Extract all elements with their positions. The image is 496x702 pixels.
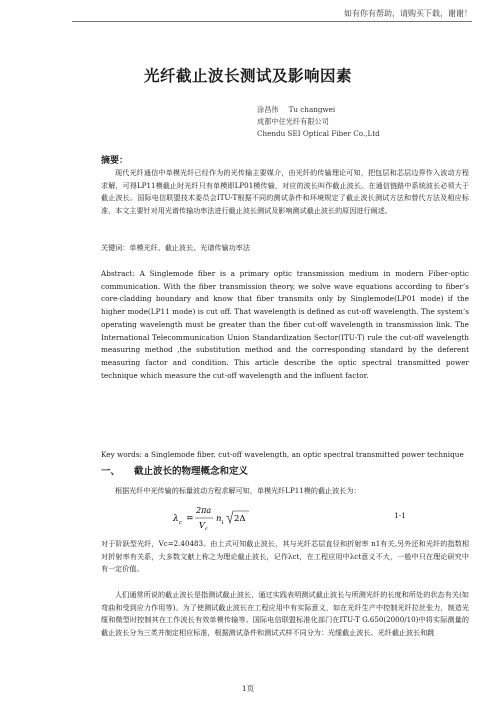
header-note: 如有你有帮助，请购买下载，谢谢！ (344, 9, 472, 18)
author-org-en: Chendu SEI Optical Fiber Co.,Ltd (257, 129, 380, 139)
abstract-en-paragraph: Abstract: A Singlemode fiber is a primary optic transmission medium in modern Fiber-optic communication. With the fiber transmission theory, we solve wave equations according to fiber’s core-cladding boundary and know that fiber transmits only by Singlemode(LP01 mode) if the higher mode(LP11 mode) is cut off. That wavelength is defined as cut-off wavelength. The system’s operating wavelength must be greater than the fiber cut-off wavelength in transmission link. The International Telecommunication Union Standardization Sector(ITU-T) rule the cut-off wavelength measuring method ,the substitution method and the corresponding standard by the deferent measuring factor and condition. This article describe the optic spectral transmitted power technique which measure the cut-off wavelength and the influent factor. (101, 269, 469, 380)
section-paragraph-measured-cutoff: 人们通常所说的截止波长是指测试截止波长，通过实践表明测试截止波长与所测光纤的长度和所处的状态有关(如弯曲和受到应力作用等)。为了使测试截止波长在工程应用中有实际意义，如在光纤生产中控制光纤拉丝张力，制造光缆和微型时控制其在工作波长有效单模传输等。国际电信联盟标准化部门在ITU-T G.650(2000/10)中将实际测量的截止波长分为三类并制定相应标准，根据测试条件和测试式样不同分为：光缆截止波长、光纤截止波长和跳 (101, 590, 469, 638)
equation-number: 1-1 (394, 511, 407, 520)
section-paragraph-step-fiber: 对于阶跃型光纤，Vc=2.40483。由上式可知截止波长，其与光纤芯层直径和折射率 n1有关,另外还和光纤的指数相对折射率有关系，大多数文献上称之为理论截止波长，记作λct，在工程应用中λct意义不大，一般中只在理论研究中有一定价值。 (101, 539, 469, 574)
cutoff-wavelength-formula (171, 502, 291, 534)
abstract-heading: 摘要： (101, 156, 129, 166)
section-heading (101, 463, 248, 477)
author-name-line (257, 104, 380, 116)
formula-factor-sub: 1 (221, 520, 225, 526)
author-name-en: Tu changwei (288, 105, 336, 114)
formula-denominator-sub: c (205, 526, 208, 532)
author-org-cn: 成都中住光纤有限公司 (257, 117, 329, 127)
page-title: 光纤截止波长测试及影响因素 (143, 66, 352, 85)
formula-lhs-sub: c (179, 520, 183, 526)
author-block (257, 104, 380, 141)
page-number: 1页 (241, 684, 255, 693)
keywords-en: Key words: a Singlemode fiber, cut-off wavelength, an optic spectral transmitted power technique (101, 450, 464, 459)
formula-equals: = (186, 514, 194, 524)
formula-radicand: 2Δ (234, 514, 246, 524)
section-number: 一、 (101, 466, 121, 477)
author-name-cn: 涂昌伟 (257, 105, 279, 114)
keywords-cn: 关键词：单模光纤、截止波长、光谱传输功率法 (101, 243, 250, 252)
abstract-cn-paragraph: 现代光纤通信中单模光纤已经作为的光传输主要媒介，由光纤的传输理论可知，把包层和芯层边界作入波动方程求解，可得LP11模截止时光纤只有单模即LP01模传输，对应的波长叫作截止波长。在通信链路中系统波长必须大于截止波长。国际电信联盟技术委员会ITU-T根据不同的测试条件和环境规定了截止波长测试方法和替代方法及相应标准，本文主要针对用光谱传输功率法进行截止波长测试及影响测试截止波长的原因进行阐述。 (101, 168, 469, 216)
section-title: 截止波长的物理概念和定义 (134, 466, 249, 477)
formula-factor: n (216, 514, 222, 524)
formula-numerator: 2πa (196, 506, 212, 515)
formula-lhs: λ (173, 514, 179, 524)
section-paragraph-intro: 根据光纤中光传输的标量波动方程求解可知，单模光纤LP11模的截止波长为： (115, 486, 361, 495)
header-rule (72, 21, 472, 22)
formula-denominator: V (199, 521, 205, 530)
